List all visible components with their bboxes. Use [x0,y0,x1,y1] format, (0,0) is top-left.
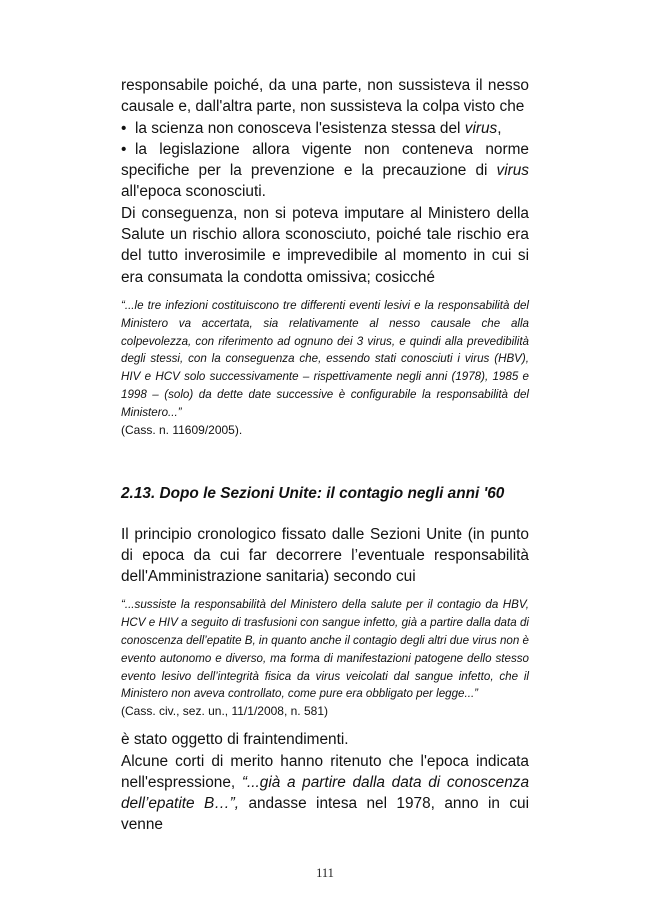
bullet-item: • la scienza non conosceva l'esistenza stessa del virus, [121,118,529,139]
paragraph: Di conseguenza, non si poteva imputare al Ministero della Salute un rischio allora sconosciuto, poiché tale rischio era del tutto inverosimile e imprevedibile al momento in cui si era consumata la condotta omissiva; cosicché [121,204,529,286]
block-quote: “...le tre infezioni costituiscono tre differenti eventi lesivi e la responsabilità del Ministero va accertata, sia relativamente al nesso causale che alla colpevolezza, con riferimento ad ognuno dei 3 virus, e quindi alla prevedibilità degli stessi, con la conseguenza che, essendo stati conosciuti i virus (HBV), HIV e HCV solo successivamente – rispettivamente negli anni (1978), 1985 e 1998 – (solo) da dette date successive è configurabile la responsabilità del Ministero...” [121,298,529,419]
bullet-icon: • [121,140,127,158]
intro-paragraph: responsabile poiché, da una parte, non sussisteva il nesso causale e, dall'altra parte, non sussisteva la colpa visto che [121,77,529,116]
page-body [121,75,529,836]
bullet-icon: • [121,119,127,137]
bullet-item: • la legislazione allora vigente non conteneva norme specifiche per la prevenzione e la precauzione di virus all'epoca sconosciuti. [121,140,529,201]
paragraph: è stato oggetto di fraintendimenti. [121,731,349,749]
paragraph: Alcune corti di merito hanno ritenuto che l'epoca indicata nell'espressione, “...già a partire dalla data di conoscenza dell’epatite B…”, andasse intesa nel 1978, anno in cui venne [121,752,530,834]
page-number: 111 [316,866,334,880]
citation: (Cass. civ., sez. un., 11/1/2008, n. 581) [121,704,328,719]
section-heading: 2.13. Dopo le Sezioni Unite: il contagio negli anni '60 [121,484,505,502]
paragraph: Il principio cronologico fissato dalle Sezioni Unite (in punto di epoca da cui far decorrere l’eventuale responsabilità dell'Amministrazione sanitaria) secondo cui [121,525,529,586]
block-quote: “...sussiste la responsabilità del Ministero della salute per il contagio da HBV, HCV e HIV a seguito di trasfusioni con sangue infetto, già a partire dalla data di conoscenza dell’epatite B, in quanto anche il contagio degli altri due virus non è evento autonomo e diverso, ma forma di manifestazioni patogene dello stesso evento lesivo dell’integrità fisica da virus veicolati dal sangue infetto, che il Ministero non aveva controllato, come pure era obbligato per legge...” [121,598,529,701]
citation: (Cass. n. 11609/2005). [121,422,243,437]
